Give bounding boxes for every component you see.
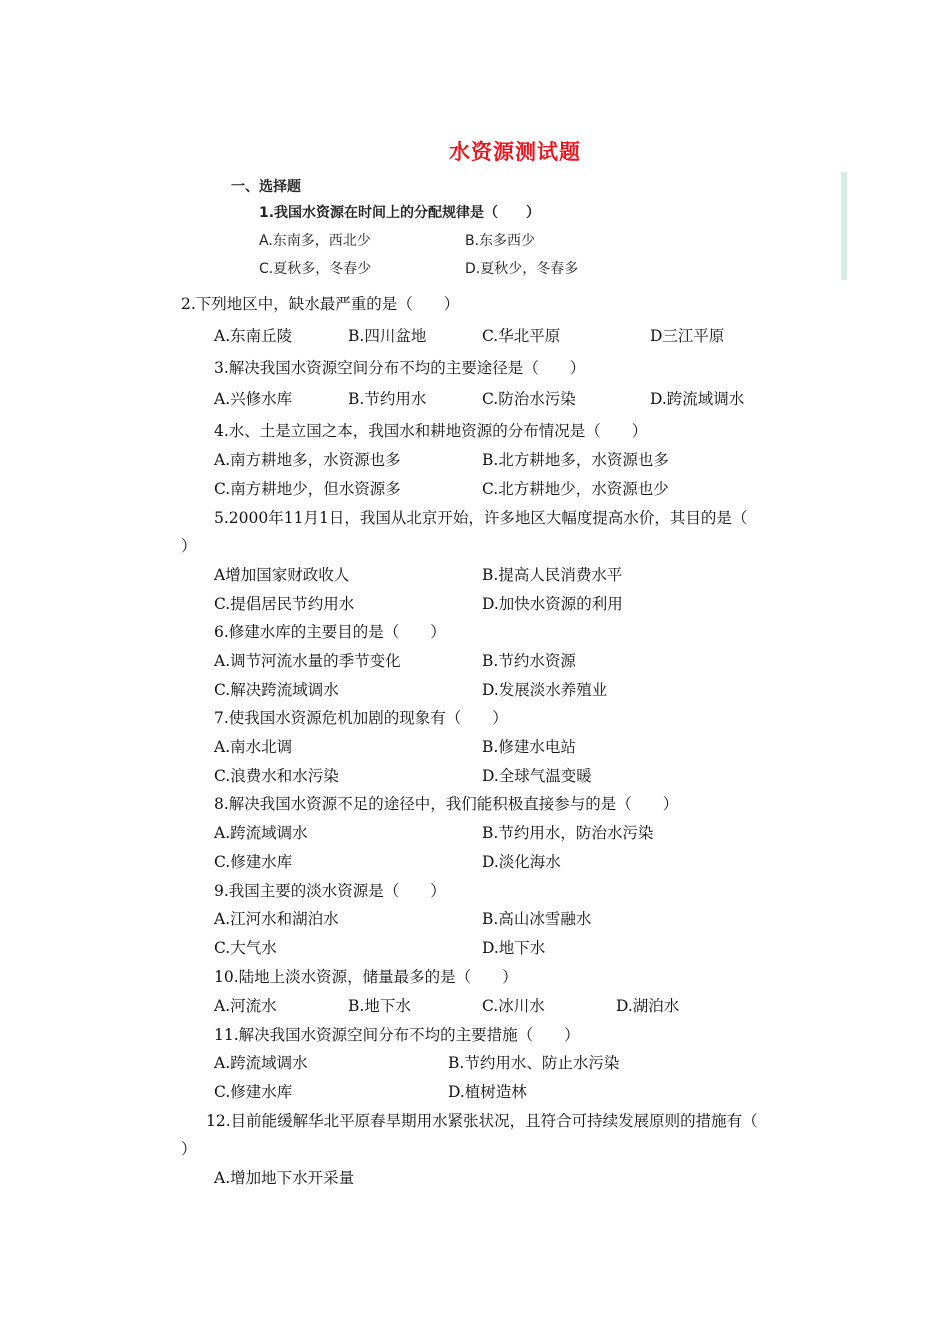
q7-option-d: D.全球气温变暖 bbox=[482, 767, 592, 785]
q7-option-a: A.南水北调 bbox=[214, 738, 293, 756]
q8-option-a: A.跨流域调水 bbox=[214, 824, 308, 842]
q5-option-c: C.提倡居民节约用水 bbox=[214, 595, 355, 613]
q9-option-d: D.地下水 bbox=[482, 939, 546, 957]
question-2-stem: 2.下列地区中，缺水最严重的是（ ） bbox=[181, 295, 460, 313]
q4-option-d: C.北方耕地少，水资源也少 bbox=[482, 480, 669, 498]
q11-option-a: A.跨流域调水 bbox=[214, 1054, 308, 1072]
q9-option-a: A.江河水和湖泊水 bbox=[214, 910, 339, 928]
question-9-stem: 9.我国主要的淡水资源是（ ） bbox=[214, 882, 446, 900]
question-7-stem: 7.使我国水资源危机加剧的现象有（ ） bbox=[214, 709, 508, 727]
q8-option-d: D.淡化海水 bbox=[482, 853, 561, 871]
q1-option-c: C.夏秋多，冬春少 bbox=[259, 261, 372, 277]
question-3-stem: 3.解决我国水资源空间分布不均的主要途径是（ ） bbox=[214, 359, 586, 377]
q10-option-d: D.湖泊水 bbox=[616, 997, 680, 1015]
q10-option-c: C.冰川水 bbox=[482, 997, 545, 1015]
q3-option-d: D.跨流域调水 bbox=[650, 390, 745, 408]
q3-option-c: C.防治水污染 bbox=[482, 390, 576, 408]
question-4-stem: 4.水、土是立国之本，我国水和耕地资源的分布情况是（ ） bbox=[214, 422, 648, 440]
q2-option-a: A.东南丘陵 bbox=[214, 327, 293, 345]
scan-edge-mark bbox=[841, 172, 847, 280]
question-12-stem-cont: ） bbox=[181, 1140, 197, 1158]
q5-option-a: A增加国家财政收人 bbox=[214, 566, 350, 584]
q10-option-a: A.河流水 bbox=[214, 997, 277, 1015]
page-title: 水资源测试题 bbox=[449, 140, 581, 164]
q12-option-a: A.增加地下水开采量 bbox=[214, 1169, 355, 1187]
q3-option-b: B.节约用水 bbox=[348, 390, 427, 408]
section-heading: 一、选择题 bbox=[231, 179, 301, 195]
question-10-stem: 10.陆地上淡水资源，储量最多的是（ ） bbox=[214, 968, 518, 986]
q6-option-b: B.节约水资源 bbox=[482, 652, 576, 670]
q1-option-a: A.东南多，西北少 bbox=[259, 233, 371, 249]
q10-option-b: B.地下水 bbox=[348, 997, 411, 1015]
q6-option-c: C.解决跨流域调水 bbox=[214, 681, 339, 699]
question-6-stem: 6.修建水库的主要目的是（ ） bbox=[214, 623, 446, 641]
q8-option-c: C.修建水库 bbox=[214, 853, 293, 871]
q4-option-c: C.南方耕地少，但水资源多 bbox=[214, 480, 401, 498]
q11-option-c: C.修建水库 bbox=[214, 1083, 293, 1101]
q11-option-d: D.植树造林 bbox=[448, 1083, 527, 1101]
question-1-stem: 1.我国水资源在时间上的分配规律是（ ） bbox=[259, 205, 541, 221]
q7-option-c: C.浪费水和水污染 bbox=[214, 767, 339, 785]
q6-option-d: D.发展淡水养殖业 bbox=[482, 681, 608, 699]
q5-option-b: B.提高人民消费水平 bbox=[482, 566, 623, 584]
q6-option-a: A.调节河流水量的季节变化 bbox=[214, 652, 401, 670]
q8-option-b: B.节约用水，防治水污染 bbox=[482, 824, 654, 842]
question-8-stem: 8.解决我国水资源不足的途径中，我们能积极直接参与的是（ ） bbox=[214, 795, 679, 813]
q1-option-b: B.东多西少 bbox=[465, 233, 536, 249]
q2-option-c: C.华北平原 bbox=[482, 327, 561, 345]
q5-option-d: D.加快水资源的利用 bbox=[482, 595, 623, 613]
q2-option-d: D三江平原 bbox=[650, 327, 725, 345]
q9-option-b: B.高山冰雪融水 bbox=[482, 910, 592, 928]
q1-option-d: D.夏秋少，冬春多 bbox=[465, 261, 579, 277]
q4-option-b: B.北方耕地多，水资源也多 bbox=[482, 451, 669, 469]
q4-option-a: A.南方耕地多，水资源也多 bbox=[214, 451, 401, 469]
question-11-stem: 11.解决我国水资源空间分布不均的主要措施（ ） bbox=[214, 1026, 580, 1044]
question-12-stem: 12.目前能缓解华北平原春旱期用水紧张状况，且符合可持续发展原则的措施有（ bbox=[206, 1112, 758, 1130]
q3-option-a: A.兴修水库 bbox=[214, 390, 293, 408]
q9-option-c: C.大气水 bbox=[214, 939, 277, 957]
q7-option-b: B.修建水电站 bbox=[482, 738, 576, 756]
question-5-stem-cont: ） bbox=[181, 537, 197, 555]
question-5-stem: 5.2000年11月1日，我国从北京开始，许多地区大幅度提高水价，其目的是（ bbox=[214, 509, 748, 527]
q11-option-b: B.节约用水、防止水污染 bbox=[448, 1054, 620, 1072]
q2-option-b: B.四川盆地 bbox=[348, 327, 427, 345]
